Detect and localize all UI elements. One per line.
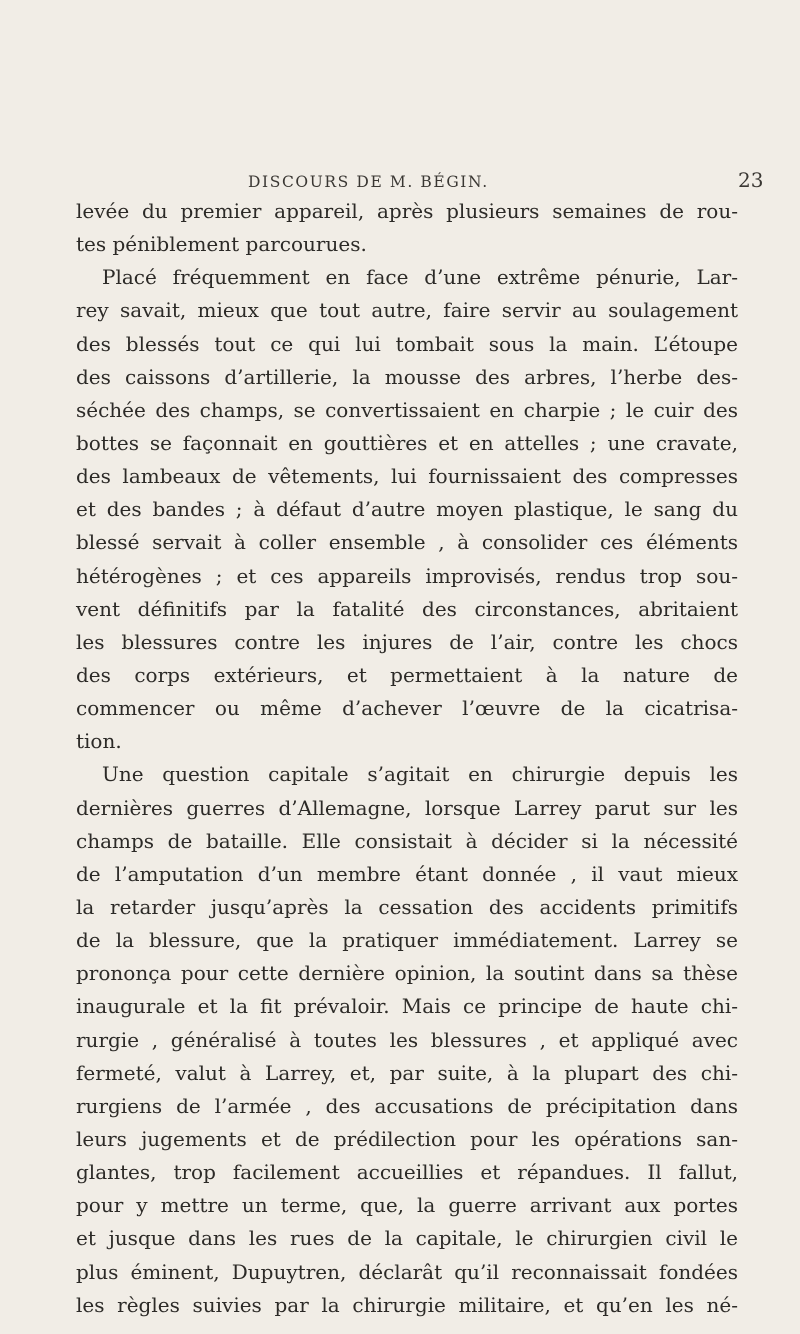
text-line: de l’amputation d’un membre étant donnée , il vaut mieux [76,861,738,886]
text-line: pour y mettre un terme, que, la guerre arrivant aux portes [76,1193,738,1218]
text-line: des corps extérieurs, et permettaient à la nature de [76,662,738,687]
text-line: champs de bataille. Elle consistait à décider si la nécessité [76,828,738,853]
text-line: rurgiens de l’armée , des accusations de précipitation dans [76,1093,738,1118]
running-title: DISCOURS DE M. BÉGIN. [248,173,489,191]
text-line: rey savait, mieux que tout autre, faire servir au soulagement [76,298,738,323]
text-line: les règles suivies par la chirurgie militaire, et qu’en les né- [76,1292,738,1317]
text-line: inaugurale et la fit prévaloir. Mais ce principe de haute chi- [76,994,738,1019]
text-line: glantes, trop facilement accueillies et répandues. Il fallut, [76,1160,738,1185]
text-line: tion. [76,729,122,754]
text-line: commencer ou même d’achever l’œuvre de la cicatrisa- [76,696,738,721]
text-line: Placé fréquemment en face d’une extrême pénurie, Lar- [102,265,738,290]
text-line: leurs jugements et de prédilection pour les opérations san- [76,1126,738,1151]
text-line: et des bandes ; à défaut d’autre moyen plastique, le sang du [76,497,738,522]
text-line: des blessés tout ce qui lui tombait sous la main. L’étoupe [76,331,738,356]
text-line: hétérogènes ; et ces appareils improvisés, rendus trop sou- [76,563,738,588]
text-line: de la blessure, que la pratiquer immédiatement. Larrey se [76,928,738,953]
text-line: et jusque dans les rues de la capitale, le chirurgien civil le [76,1226,738,1251]
body-text [76,195,738,1322]
text-line: vent définitifs par la fatalité des circonstances, abritaient [76,596,738,621]
text-line: fermeté, valut à Larrey, et, par suite, à la plupart des chi- [76,1060,738,1085]
text-line: séchée des champs, se convertissaient en charpie ; le cuir des [76,397,738,422]
text-line: les blessures contre les injures de l’air, contre les chocs [76,629,738,654]
text-line: prononça pour cette dernière opinion, la soutint dans sa thèse [76,961,738,986]
text-line: des lambeaux de vêtements, lui fournissaient des compresses [76,464,738,489]
text-line: rurgie , généralisé à toutes les blessures , et appliqué avec [76,1027,738,1052]
text-line: dernières guerres d’Allemagne, lorsque Larrey parut sur les [76,795,738,820]
text-line: la retarder jusqu’après la cessation des accidents primitifs [76,894,738,919]
text-line: plus éminent, Dupuytren, déclarât qu’il reconnaissait fondées [76,1259,738,1284]
text-line: bottes se façonnait en gouttières et en attelles ; une cravate, [76,430,738,455]
page-number: 23 [738,168,764,192]
text-line: Une question capitale s’agitait en chirurgie depuis les [102,762,738,787]
text-line: blessé servait à coller ensemble , à consolider ces éléments [76,530,738,555]
text-line: des caissons d’artillerie, la mousse des arbres, l’herbe des- [76,364,738,389]
text-line: levée du premier appareil, après plusieurs semaines de rou- [76,199,738,223]
text-line: tes péniblement parcourues. [76,232,367,257]
